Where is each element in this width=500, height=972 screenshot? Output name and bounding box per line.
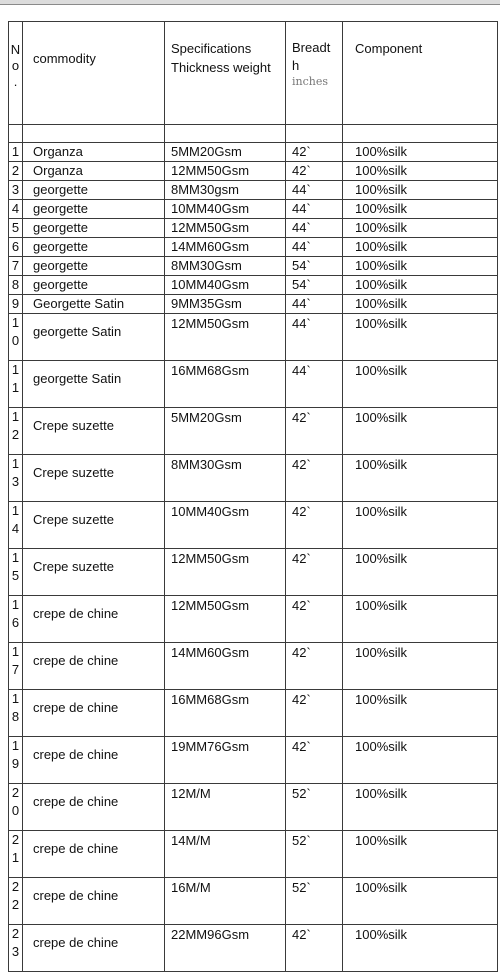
row-breadth: 52` <box>286 831 343 878</box>
table-row <box>9 690 498 737</box>
row-number: 9 <box>9 295 23 314</box>
row-commodity: Organza <box>23 143 165 162</box>
header-spec-line1: Specifications <box>171 41 252 56</box>
row-specification: 14MM60Gsm <box>165 238 286 257</box>
header-breadth-label: Breadth <box>292 40 331 73</box>
row-number: 4 <box>9 200 23 219</box>
row-breadth: 44` <box>286 200 343 219</box>
row-specification: 12MM50Gsm <box>165 162 286 181</box>
product-spec-table <box>8 21 498 972</box>
table-row <box>9 314 498 361</box>
row-breadth: 54` <box>286 276 343 295</box>
row-component: 100%silk <box>343 690 498 737</box>
row-number: 3 <box>9 181 23 200</box>
table-row <box>9 784 498 831</box>
table-row <box>9 143 498 162</box>
row-specification: 16MM68Gsm <box>165 361 286 408</box>
table-row <box>9 549 498 596</box>
row-component: 100%silk <box>343 737 498 784</box>
row-breadth: 42` <box>286 143 343 162</box>
row-component: 100%silk <box>343 925 498 972</box>
top-border <box>0 0 500 5</box>
row-commodity: georgette <box>23 238 165 257</box>
row-specification: 16M/M <box>165 878 286 925</box>
row-number: 6 <box>9 238 23 257</box>
row-number: 1 6 <box>9 596 23 643</box>
row-specification: 5MM20Gsm <box>165 143 286 162</box>
spacer-row <box>9 125 498 143</box>
row-number: 7 <box>9 257 23 276</box>
row-number: 1 3 <box>9 455 23 502</box>
table-row <box>9 295 498 314</box>
row-commodity: Georgette Satin <box>23 295 165 314</box>
row-commodity: crepe de chine <box>23 643 165 690</box>
table-row <box>9 455 498 502</box>
header-no <box>9 22 23 125</box>
row-breadth: 42` <box>286 408 343 455</box>
row-component: 100%silk <box>343 596 498 643</box>
header-no-char: . <box>13 74 18 89</box>
row-component: 100%silk <box>343 219 498 238</box>
row-component: 100%silk <box>343 502 498 549</box>
row-specification: 12MM50Gsm <box>165 596 286 643</box>
row-component: 100%silk <box>343 162 498 181</box>
row-breadth: 42` <box>286 549 343 596</box>
header-commodity: commodity <box>23 22 165 125</box>
row-component: 100%silk <box>343 276 498 295</box>
row-commodity: Crepe suzette <box>23 502 165 549</box>
row-number: 1 1 <box>9 361 23 408</box>
table-row <box>9 643 498 690</box>
row-component: 100%silk <box>343 238 498 257</box>
row-breadth: 42` <box>286 162 343 181</box>
row-specification: 14MM60Gsm <box>165 643 286 690</box>
row-specification: 12M/M <box>165 784 286 831</box>
header-no-char: N <box>10 42 21 57</box>
row-commodity: Organza <box>23 162 165 181</box>
table-row <box>9 238 498 257</box>
row-component: 100%silk <box>343 361 498 408</box>
row-number: 8 <box>9 276 23 295</box>
row-breadth: 42` <box>286 643 343 690</box>
row-breadth: 52` <box>286 878 343 925</box>
row-number: 1 7 <box>9 643 23 690</box>
table-row <box>9 162 498 181</box>
row-commodity: georgette <box>23 276 165 295</box>
row-breadth: 42` <box>286 596 343 643</box>
header-breadth-unit: inches <box>292 75 329 88</box>
header-breadth <box>286 22 343 125</box>
row-breadth: 42` <box>286 455 343 502</box>
table-row <box>9 878 498 925</box>
row-breadth: 44` <box>286 295 343 314</box>
row-component: 100%silk <box>343 181 498 200</box>
row-specification: 9MM35Gsm <box>165 295 286 314</box>
row-component: 100%silk <box>343 455 498 502</box>
row-specification: 5MM20Gsm <box>165 408 286 455</box>
row-commodity: crepe de chine <box>23 737 165 784</box>
table-row <box>9 276 498 295</box>
row-number: 1 2 <box>9 408 23 455</box>
row-commodity: georgette Satin <box>23 361 165 408</box>
header-row <box>9 22 498 125</box>
row-breadth: 44` <box>286 181 343 200</box>
row-breadth: 54` <box>286 257 343 276</box>
table-row <box>9 596 498 643</box>
row-specification: 10MM40Gsm <box>165 200 286 219</box>
row-specification: 12MM50Gsm <box>165 549 286 596</box>
row-number: 1 0 <box>9 314 23 361</box>
row-commodity: Crepe suzette <box>23 408 165 455</box>
row-specification: 14M/M <box>165 831 286 878</box>
row-specification: 19MM76Gsm <box>165 737 286 784</box>
row-component: 100%silk <box>343 295 498 314</box>
table-row <box>9 257 498 276</box>
row-commodity: georgette <box>23 200 165 219</box>
row-specification: 12MM50Gsm <box>165 219 286 238</box>
row-component: 100%silk <box>343 831 498 878</box>
table-row <box>9 181 498 200</box>
row-commodity: crepe de chine <box>23 596 165 643</box>
header-spec-line2: Thickness weight <box>171 60 271 75</box>
row-specification: 22MM96Gsm <box>165 925 286 972</box>
row-number: 1 4 <box>9 502 23 549</box>
row-breadth: 42` <box>286 690 343 737</box>
row-specification: 10MM40Gsm <box>165 276 286 295</box>
row-specification: 16MM68Gsm <box>165 690 286 737</box>
row-commodity: Crepe suzette <box>23 549 165 596</box>
row-number: 1 9 <box>9 737 23 784</box>
row-specification: 8MM30Gsm <box>165 455 286 502</box>
row-component: 100%silk <box>343 784 498 831</box>
table-row <box>9 502 498 549</box>
table-row <box>9 361 498 408</box>
row-number: 1 5 <box>9 549 23 596</box>
table-row <box>9 831 498 878</box>
row-number: 2 3 <box>9 925 23 972</box>
row-component: 100%silk <box>343 878 498 925</box>
row-component: 100%silk <box>343 143 498 162</box>
row-breadth: 44` <box>286 361 343 408</box>
row-specification: 12MM50Gsm <box>165 314 286 361</box>
row-number: 1 8 <box>9 690 23 737</box>
row-breadth: 44` <box>286 314 343 361</box>
row-commodity: georgette Satin <box>23 314 165 361</box>
row-commodity: Crepe suzette <box>23 455 165 502</box>
row-number: 2 0 <box>9 784 23 831</box>
row-breadth: 44` <box>286 219 343 238</box>
row-component: 100%silk <box>343 643 498 690</box>
row-specification: 10MM40Gsm <box>165 502 286 549</box>
row-breadth: 44` <box>286 238 343 257</box>
row-commodity: crepe de chine <box>23 690 165 737</box>
row-component: 100%silk <box>343 549 498 596</box>
row-commodity: crepe de chine <box>23 831 165 878</box>
table-row <box>9 408 498 455</box>
table-row <box>9 219 498 238</box>
row-commodity: georgette <box>23 219 165 238</box>
row-commodity: crepe de chine <box>23 925 165 972</box>
row-component: 100%silk <box>343 257 498 276</box>
row-number: 5 <box>9 219 23 238</box>
row-number: 1 <box>9 143 23 162</box>
row-breadth: 42` <box>286 737 343 784</box>
header-component: Component <box>343 22 498 125</box>
row-specification: 8MM30Gsm <box>165 257 286 276</box>
row-breadth: 52` <box>286 784 343 831</box>
row-commodity: georgette <box>23 181 165 200</box>
row-commodity: crepe de chine <box>23 878 165 925</box>
table-row <box>9 200 498 219</box>
row-commodity: crepe de chine <box>23 784 165 831</box>
header-no-char: o <box>11 58 20 73</box>
table-row <box>9 737 498 784</box>
row-component: 100%silk <box>343 200 498 219</box>
row-number: 2 <box>9 162 23 181</box>
row-component: 100%silk <box>343 314 498 361</box>
row-specification: 8MM30gsm <box>165 181 286 200</box>
row-commodity: georgette <box>23 257 165 276</box>
table-row <box>9 925 498 972</box>
row-breadth: 42` <box>286 925 343 972</box>
row-number: 2 2 <box>9 878 23 925</box>
header-specifications <box>165 22 286 125</box>
row-breadth: 42` <box>286 502 343 549</box>
row-number: 2 1 <box>9 831 23 878</box>
row-component: 100%silk <box>343 408 498 455</box>
